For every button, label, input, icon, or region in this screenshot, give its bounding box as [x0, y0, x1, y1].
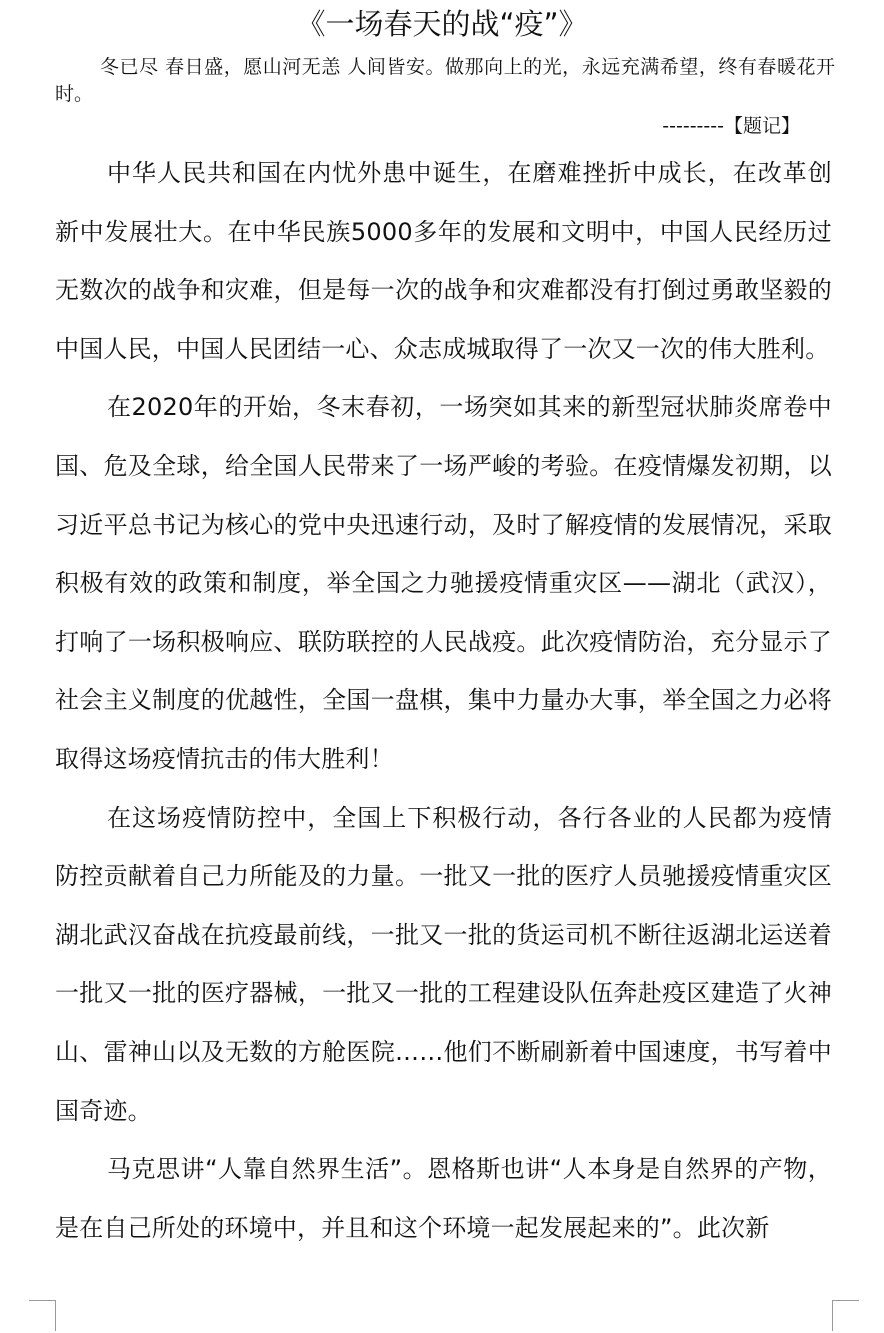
page-corner-mark-right — [832, 1300, 859, 1331]
paragraph: 中华人民共和国在内忧外患中诞生，在磨难挫折中成长，在改革创新中发展壮大。在中华民族5000多年的发展和文明中，中国人民经历过无数次的战争和灾难，但是每一次的战争和灾难都没有打倒过勇敢坚毅的中国人民，中国人民团结一心、众志成城取得了一次又一次的伟大胜利。 — [55, 159, 832, 363]
article-body — [55, 144, 832, 1257]
document-title: 《一场春天的战“疫”》 — [296, 7, 588, 41]
epigraph: 冬已尽 春日盛，愿山河无恙 人间皆安。做那向上的光，永远充满希望，终有春暖花开时。 — [55, 56, 835, 105]
epigraph-signature: ---------【题记】 — [662, 115, 800, 137]
page-corner-mark-left — [29, 1300, 56, 1331]
paragraph: 马克思讲“人靠自然界生活”。恩格斯也讲“人本身是自然界的产物，是在自己所处的环境中，并且和这个环境一起发展起来的”。此次新 — [55, 1155, 832, 1242]
paragraph: 在这场疫情防控中，全国上下积极行动，各行各业的人民都为疫情防控贡献着自己力所能及的力量。一批又一批的医疗人员驰援疫情重灾区湖北武汉奋战在抗疫最前线，一批又一批的货运司机不断往返湖北运送着一批又一批的医疗器械，一批又一批的工程建设队伍奔赴疫区建造了火神山、雷神山以及无数的方舱医院……他们不断刷新着中国速度，书写着中国奇迹。 — [55, 803, 832, 1125]
paragraph: 在2020年的开始，冬末春初，一场突如其来的新型冠状肺炎席卷中国、危及全球，给全国人民带来了一场严峻的考验。在疫情爆发初期，以习近平总书记为核心的党中央迅速行动，及时了解疫情的发展情况，采取积极有效的政策和制度，举全国之力驰援疫情重灾区——湖北（武汉），打响了一场积极响应、联防联控的人民战疫。此次疫情防治，充分显示了社会主义制度的优越性，全国一盘棋，集中力量办大事，举全国之力必将取得这场疫情抗击的伟大胜利！ — [55, 393, 832, 773]
